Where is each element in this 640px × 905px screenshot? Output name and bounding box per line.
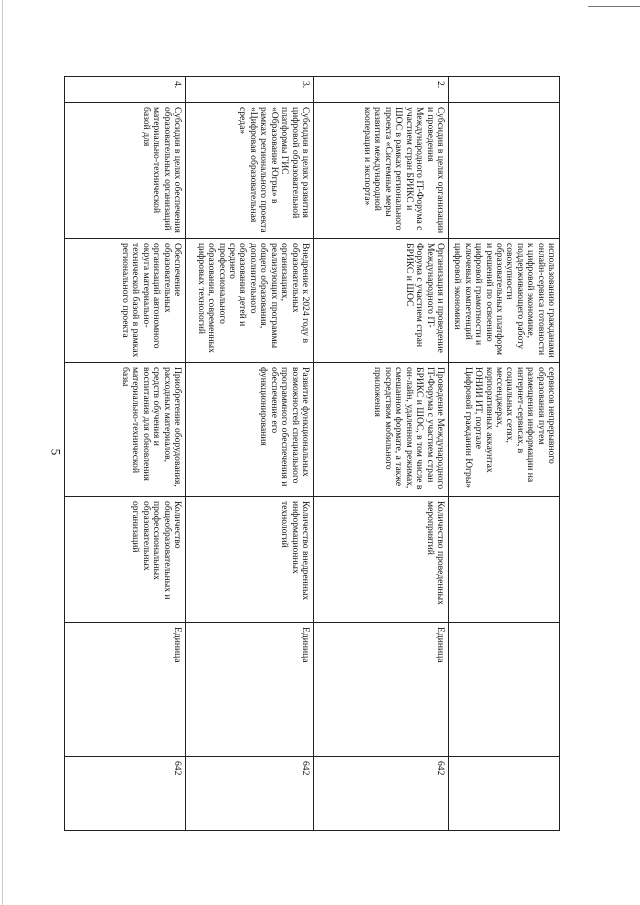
- cell-code: 642: [64, 757, 185, 831]
- cell-unit: Единица: [313, 623, 448, 757]
- cell-code: 642: [313, 757, 448, 831]
- cell-event: Развитие функциональных возможностей специального программного обеспечения и обеспечение его функционирования: [185, 363, 313, 497]
- table-row: [313, 77, 448, 831]
- cell-number: 3.: [185, 77, 313, 103]
- cell-code: 642: [185, 757, 313, 831]
- page-number: 5: [48, 448, 64, 456]
- cell-event: Проведение Международного IT-Форума с участием стран БРИКС и ШОС, в том числе в он-лайн, удаленном режимах, смешанном формате, а также посредством мобильного приложения: [313, 363, 448, 497]
- cell-subsidy: Субсидия в целях обеспечения образовательных организаций материально-технической базой для: [64, 103, 185, 239]
- cell-task: Организация и проведение Международного IT-Форума с участием стран БРИКС и ШОС: [313, 239, 448, 363]
- cell-indicator: Количество проведенных мероприятий: [313, 497, 448, 623]
- scan-edge-line: [2, 0, 3, 905]
- cell-indicator: Количество общеобразовательных и профессиональных образовательных организаций: [64, 497, 185, 623]
- cell-subsidy: Субсидия в целях развития цифровой образовательной платформы ГИС «Образование Югры» в рамках регионального проекта «Цифровая образовательная среда»: [185, 103, 313, 239]
- cell-unit: [448, 623, 559, 757]
- cell-code: [448, 757, 559, 831]
- cell-event: Приобретение оборудования, расходных материалов, средств обучения и воспитания для обновления материально-технической базы: [64, 363, 185, 497]
- scan-top-line: [588, 6, 640, 7]
- cell-number: 4.: [64, 77, 185, 103]
- cell-number: [448, 77, 559, 103]
- cell-task: Внедрение к 2024 году в образовательных организациях, реализующих программы общего образования, дополнительного образования детей и среднего профессионального образования, современных цифровых технологий: [185, 239, 313, 363]
- table-row: [185, 77, 313, 831]
- subsidy-table: [64, 76, 560, 831]
- cell-number: 2.: [313, 77, 448, 103]
- rotated-table-wrapper: [88, 76, 560, 830]
- cell-indicator: [448, 497, 559, 623]
- cell-unit: Единица: [64, 623, 185, 757]
- cell-subsidy: Субсидия в целях организации и проведения Международного IT-Форума с участием стран БРИКС и ШОС в рамках регионального проекта «Системные меры развития международной кооперации и экспорта»: [313, 103, 448, 239]
- cell-event: сервисов непрерывного образования путем размещения информации на интернет-сервисах, в социальных сетях, мессенджерах, корпоративных аккаунтах ЮНИИ ИТ, портале Цифровой гражданин Югры»: [448, 363, 559, 497]
- table-row: [448, 77, 559, 831]
- cell-task: Обеспечение образовательных организаций автономного округа материально-технической базой в рамках регионального проекта: [64, 239, 185, 363]
- table-row: [64, 77, 185, 831]
- cell-subsidy: [448, 103, 559, 239]
- cell-unit: Единица: [185, 623, 313, 757]
- cell-task: использованию гражданами онлайн-сервиса готовности к цифровой экономике, поддерживающего работу совокупности образовательных платформ и решений по освоению цифровой грамотности и ключевых компетенций цифровой экономики: [448, 239, 559, 363]
- cell-indicator: Количество внедренных информационных технологий: [185, 497, 313, 623]
